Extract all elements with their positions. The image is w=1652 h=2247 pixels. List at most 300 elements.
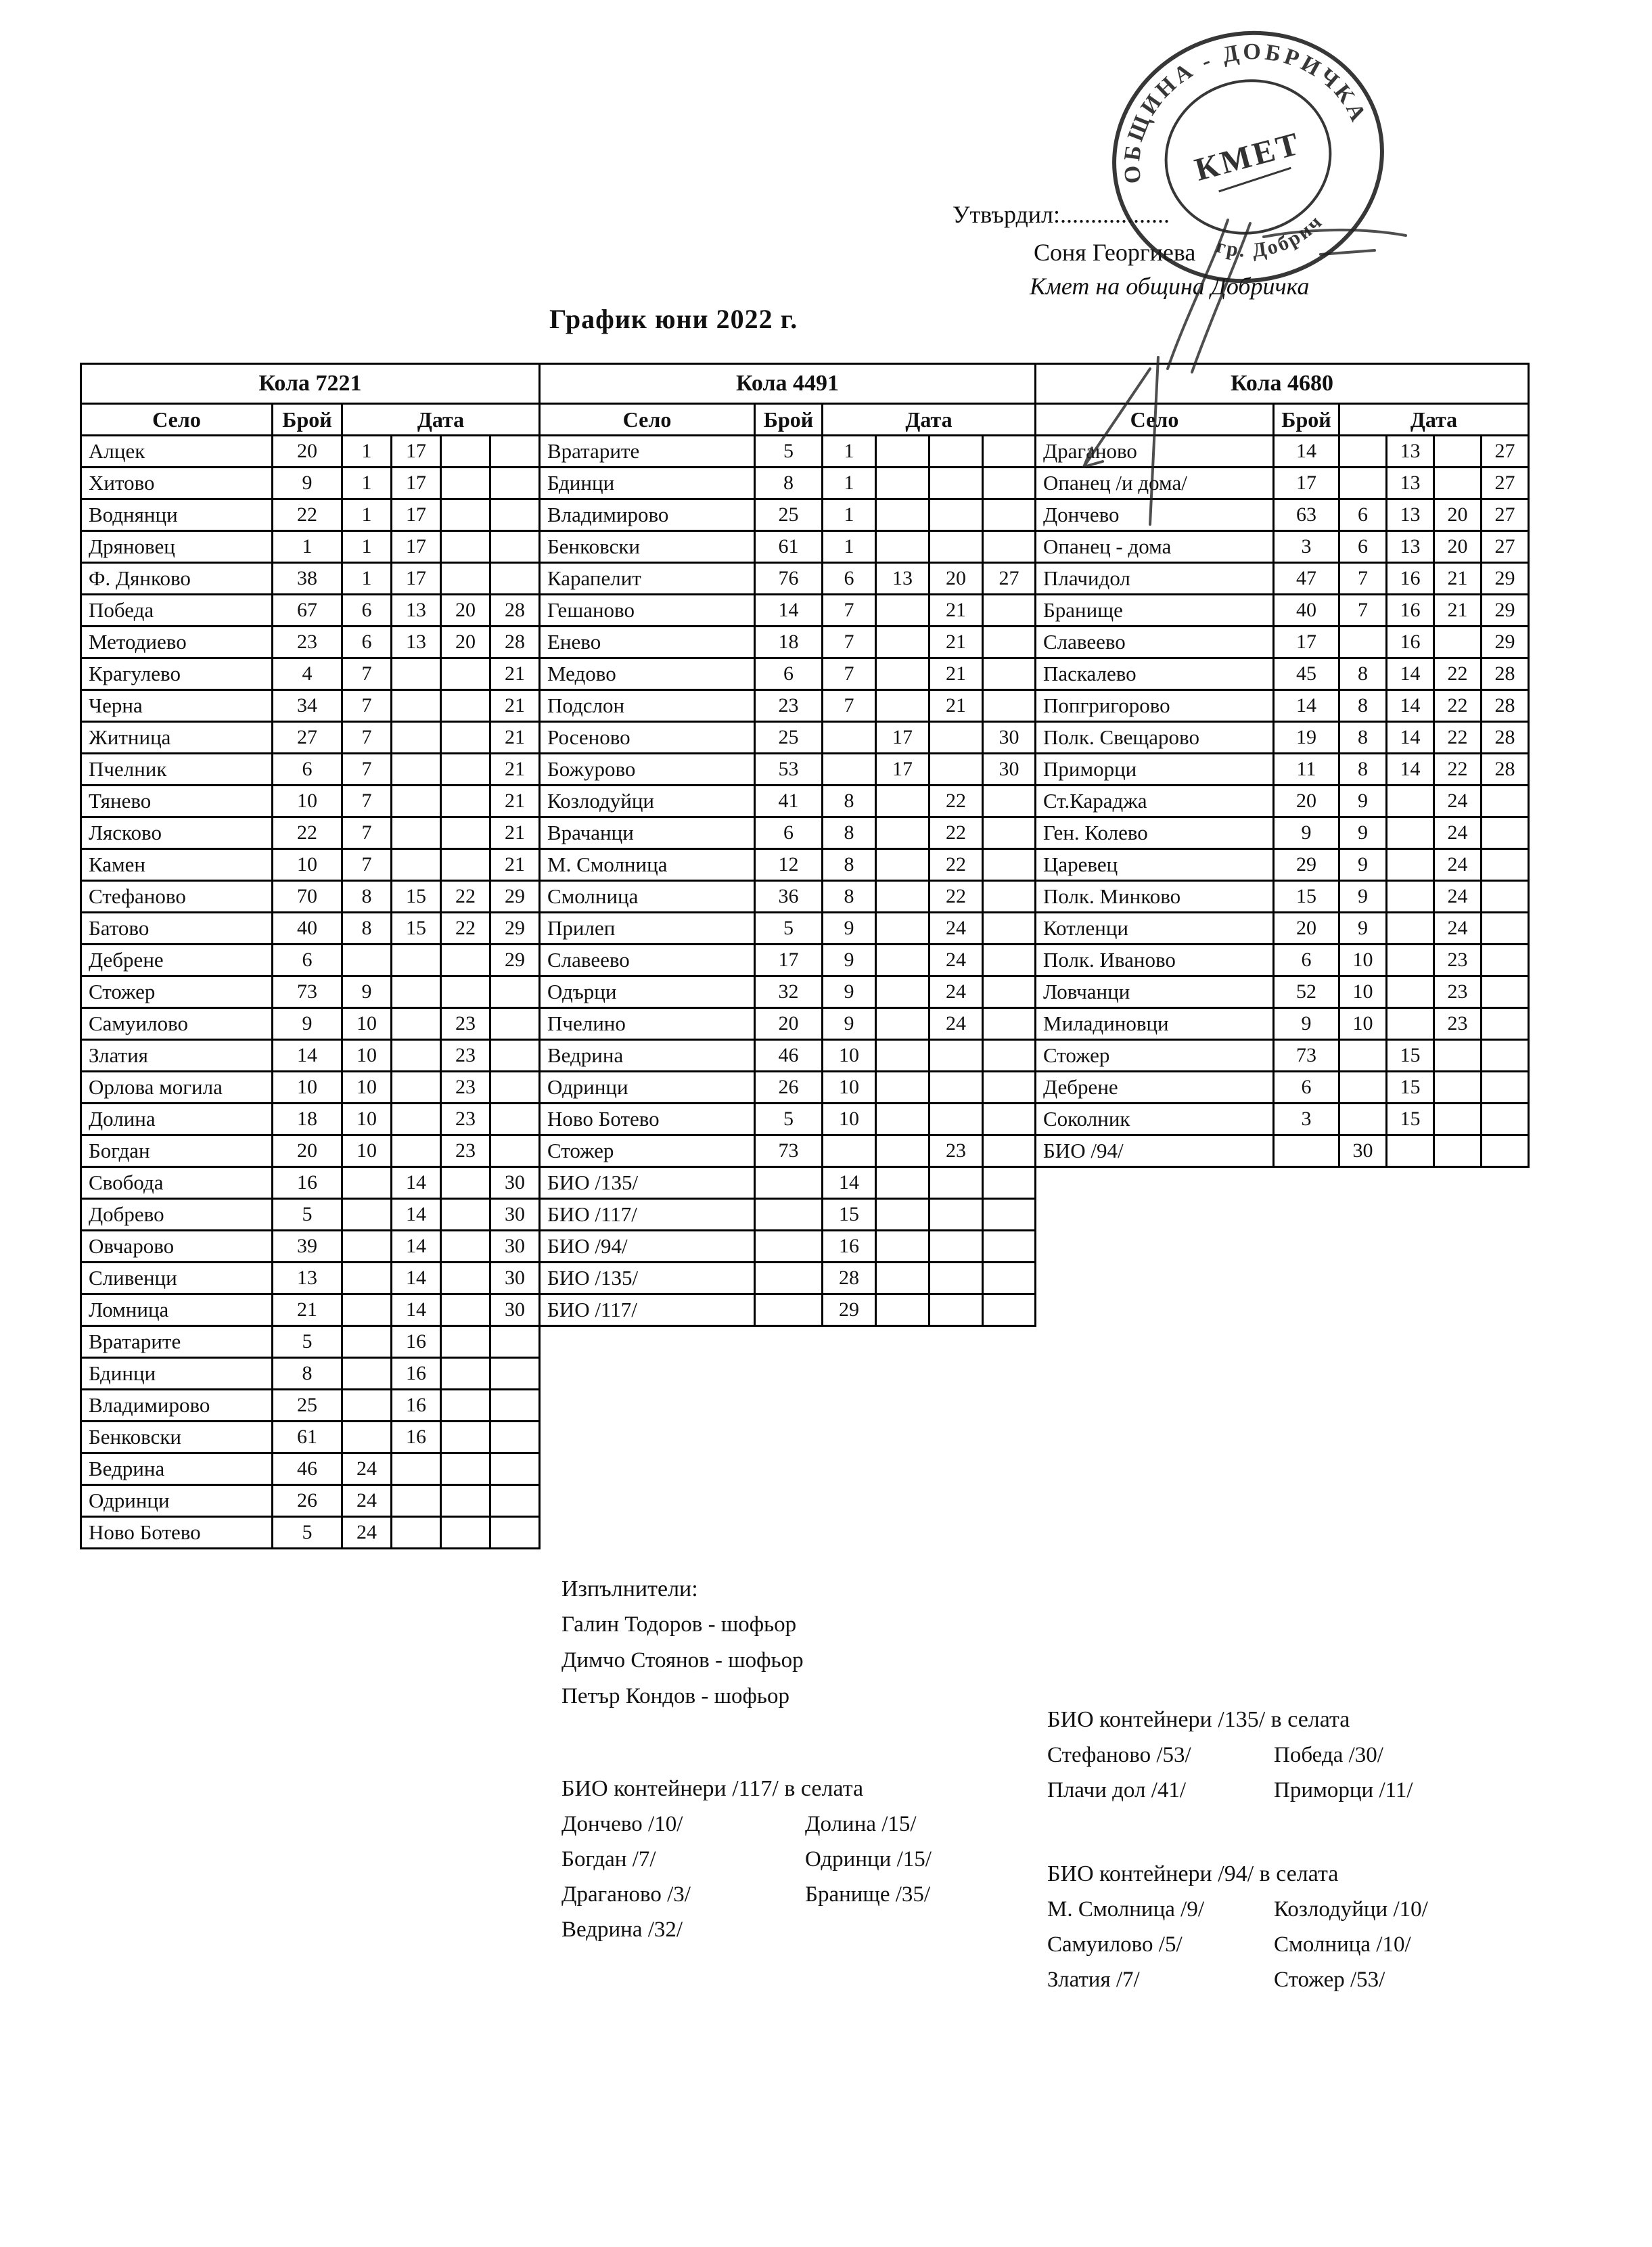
count-cell xyxy=(755,1294,823,1326)
date-cell: 17 xyxy=(876,754,930,786)
date-cell xyxy=(930,1040,983,1072)
bio-list-item: М. Смолница /9/ xyxy=(1047,1897,1204,1922)
table-row xyxy=(81,849,540,881)
bio-94-block xyxy=(1047,1857,1428,1997)
village-cell: Стожер xyxy=(81,976,273,1008)
date-cell xyxy=(983,1104,1036,1135)
table-row xyxy=(540,1167,1036,1199)
date-cell xyxy=(342,1390,392,1422)
date-cell: 9 xyxy=(1339,849,1387,881)
date-cell xyxy=(392,1008,441,1040)
date-cell xyxy=(490,468,540,499)
count-cell xyxy=(1274,1135,1339,1167)
table-row xyxy=(81,786,540,817)
count-cell: 38 xyxy=(273,563,342,595)
date-cell xyxy=(876,976,930,1008)
table-title: Кола 4491 xyxy=(540,364,1036,404)
date-cell: 21 xyxy=(490,658,540,690)
date-cell: 29 xyxy=(1482,595,1529,627)
date-cell xyxy=(1339,1104,1387,1135)
count-cell: 12 xyxy=(755,849,823,881)
village-cell: Алцек xyxy=(81,436,273,468)
date-cell xyxy=(1387,1135,1434,1167)
table-row xyxy=(81,468,540,499)
date-cell: 30 xyxy=(983,722,1036,754)
date-cell: 6 xyxy=(342,627,392,658)
date-cell: 23 xyxy=(441,1040,490,1072)
date-cell: 7 xyxy=(823,595,876,627)
village-cell: Приморци xyxy=(1036,754,1274,786)
village-cell: Полк. Минково xyxy=(1036,881,1274,913)
date-cell xyxy=(930,468,983,499)
date-cell xyxy=(983,595,1036,627)
date-cell: 20 xyxy=(930,563,983,595)
col-header-village: Село xyxy=(540,404,755,436)
table-row xyxy=(1036,913,1529,945)
date-cell xyxy=(876,1040,930,1072)
village-cell: Вратарите xyxy=(81,1326,273,1358)
village-cell: Пчелник xyxy=(81,754,273,786)
date-cell: 21 xyxy=(490,849,540,881)
count-cell: 22 xyxy=(273,499,342,531)
date-cell xyxy=(983,1135,1036,1167)
date-cell xyxy=(490,1390,540,1422)
bio-list-item: Самуилово /5/ xyxy=(1047,1932,1183,1957)
date-cell: 22 xyxy=(930,786,983,817)
date-cell: 9 xyxy=(342,976,392,1008)
date-cell: 17 xyxy=(392,436,441,468)
table-row xyxy=(1036,563,1529,595)
village-cell: Хитово xyxy=(81,468,273,499)
count-cell: 53 xyxy=(755,754,823,786)
date-cell: 10 xyxy=(342,1072,392,1104)
date-cell: 14 xyxy=(1387,690,1434,722)
date-cell: 17 xyxy=(876,722,930,754)
table-row xyxy=(81,1485,540,1517)
col-header-count: Брой xyxy=(1274,404,1339,436)
date-cell xyxy=(930,1072,983,1104)
date-cell xyxy=(1387,1008,1434,1040)
schedule-table-kola-7221 xyxy=(80,363,541,1549)
village-cell: Соколник xyxy=(1036,1104,1274,1135)
date-cell xyxy=(441,1422,490,1453)
col-header-village: Село xyxy=(81,404,273,436)
table-row xyxy=(1036,658,1529,690)
date-cell xyxy=(823,1135,876,1167)
count-cell: 6 xyxy=(755,817,823,849)
table-row xyxy=(540,1040,1036,1072)
date-cell: 10 xyxy=(823,1104,876,1135)
table-row xyxy=(540,1008,1036,1040)
date-cell xyxy=(392,1040,441,1072)
date-cell xyxy=(983,1199,1036,1231)
village-cell: Батово xyxy=(81,913,273,945)
count-cell: 40 xyxy=(273,913,342,945)
date-cell xyxy=(392,1104,441,1135)
date-cell: 15 xyxy=(823,1199,876,1231)
date-cell xyxy=(1387,913,1434,945)
date-cell xyxy=(490,1422,540,1453)
date-cell xyxy=(930,1199,983,1231)
date-cell xyxy=(342,1326,392,1358)
date-cell xyxy=(441,1294,490,1326)
date-cell: 10 xyxy=(1339,976,1387,1008)
date-cell xyxy=(342,1422,392,1453)
bio-list-item: Плачи дол /41/ xyxy=(1047,1778,1187,1802)
date-cell: 21 xyxy=(490,690,540,722)
village-cell: Одърци xyxy=(540,976,755,1008)
date-cell xyxy=(441,817,490,849)
table-row xyxy=(81,563,540,595)
date-cell xyxy=(876,945,930,976)
date-cell: 8 xyxy=(342,913,392,945)
table-row xyxy=(81,1390,540,1422)
table-row xyxy=(540,1263,1036,1294)
count-cell: 13 xyxy=(273,1263,342,1294)
date-cell: 30 xyxy=(983,754,1036,786)
bio-block-title: БИО контейнери /135/ в селата xyxy=(1047,1707,1350,1732)
count-cell: 26 xyxy=(755,1072,823,1104)
date-cell xyxy=(1339,468,1387,499)
date-cell: 20 xyxy=(441,595,490,627)
col-header-village: Село xyxy=(1036,404,1274,436)
count-cell xyxy=(755,1263,823,1294)
date-cell xyxy=(1482,1104,1529,1135)
date-cell: 9 xyxy=(823,913,876,945)
municipal-stamp xyxy=(1103,22,1400,306)
table-row xyxy=(540,690,1036,722)
date-cell xyxy=(876,817,930,849)
village-cell: Овчарово xyxy=(81,1231,273,1263)
date-cell xyxy=(392,849,441,881)
date-cell xyxy=(1482,945,1529,976)
date-cell xyxy=(441,945,490,976)
village-cell: Методиево xyxy=(81,627,273,658)
date-cell xyxy=(930,436,983,468)
bio-list-item: Богдан /7/ xyxy=(561,1847,656,1871)
count-cell: 18 xyxy=(755,627,823,658)
village-cell: Ген. Колево xyxy=(1036,817,1274,849)
date-cell xyxy=(983,881,1036,913)
date-cell xyxy=(1434,468,1482,499)
village-cell: Ведрина xyxy=(81,1453,273,1485)
count-cell: 20 xyxy=(273,436,342,468)
date-cell: 6 xyxy=(1339,499,1387,531)
village-cell: Златия xyxy=(81,1040,273,1072)
count-cell: 25 xyxy=(273,1390,342,1422)
schedule-table-kola-4491 xyxy=(538,363,1036,1327)
village-cell: Ловчанци xyxy=(1036,976,1274,1008)
date-cell xyxy=(441,1199,490,1231)
date-cell xyxy=(1387,881,1434,913)
date-cell: 13 xyxy=(392,627,441,658)
count-cell: 14 xyxy=(1274,690,1339,722)
date-cell: 28 xyxy=(490,627,540,658)
date-cell: 9 xyxy=(1339,913,1387,945)
date-cell: 16 xyxy=(1387,627,1434,658)
count-cell: 21 xyxy=(273,1294,342,1326)
count-cell: 5 xyxy=(755,436,823,468)
count-cell: 32 xyxy=(755,976,823,1008)
village-cell: Богдан xyxy=(81,1135,273,1167)
schedule-tables xyxy=(80,363,1530,1549)
village-cell: Житница xyxy=(81,722,273,754)
date-cell xyxy=(441,1453,490,1485)
date-cell: 9 xyxy=(1339,786,1387,817)
table-row xyxy=(540,1104,1036,1135)
date-cell xyxy=(876,436,930,468)
date-cell xyxy=(930,1263,983,1294)
table-row xyxy=(540,1199,1036,1231)
table-row xyxy=(81,499,540,531)
date-cell xyxy=(983,913,1036,945)
table-row xyxy=(81,1453,540,1485)
date-cell: 24 xyxy=(342,1453,392,1485)
date-cell xyxy=(441,1358,490,1390)
count-cell: 20 xyxy=(755,1008,823,1040)
date-cell: 1 xyxy=(342,563,392,595)
date-cell: 13 xyxy=(876,563,930,595)
date-cell: 13 xyxy=(1387,436,1434,468)
date-cell: 20 xyxy=(441,627,490,658)
date-cell xyxy=(876,849,930,881)
village-cell: Царевец xyxy=(1036,849,1274,881)
count-cell: 1 xyxy=(273,531,342,563)
count-cell: 76 xyxy=(755,563,823,595)
approver-name: Соня Георгиева xyxy=(1034,239,1196,266)
village-cell: Енево xyxy=(540,627,755,658)
table-row xyxy=(1036,531,1529,563)
date-cell xyxy=(441,1263,490,1294)
count-cell: 4 xyxy=(273,658,342,690)
date-cell xyxy=(876,881,930,913)
count-cell: 20 xyxy=(1274,913,1339,945)
table-row xyxy=(540,817,1036,849)
table-row xyxy=(540,913,1036,945)
date-cell: 17 xyxy=(392,499,441,531)
count-cell: 5 xyxy=(273,1199,342,1231)
table-row xyxy=(1036,976,1529,1008)
village-cell: М. Смолница xyxy=(540,849,755,881)
date-cell: 17 xyxy=(392,563,441,595)
approver-role: Кмет на община Добричка xyxy=(1030,273,1310,300)
village-cell: Добрево xyxy=(81,1199,273,1231)
table-row xyxy=(540,754,1036,786)
village-cell: Тянево xyxy=(81,786,273,817)
stamp-ring-text: ОБЩИНА - ДОБРИЧКА xyxy=(1119,39,1372,185)
date-cell xyxy=(490,1135,540,1167)
date-cell xyxy=(1482,1008,1529,1040)
table-row xyxy=(81,1517,540,1549)
count-cell: 39 xyxy=(273,1231,342,1263)
table-title-row xyxy=(540,364,1036,404)
date-cell: 10 xyxy=(1339,945,1387,976)
date-cell: 16 xyxy=(392,1358,441,1390)
date-cell xyxy=(392,1135,441,1167)
table-row xyxy=(81,1199,540,1231)
table-header-row xyxy=(540,404,1036,436)
date-cell xyxy=(876,658,930,690)
count-cell: 6 xyxy=(1274,1072,1339,1104)
village-cell: Бенковски xyxy=(540,531,755,563)
table-row xyxy=(540,531,1036,563)
count-cell: 17 xyxy=(1274,627,1339,658)
date-cell: 14 xyxy=(1387,754,1434,786)
date-cell: 16 xyxy=(1387,563,1434,595)
date-cell xyxy=(876,627,930,658)
village-cell: БИО /135/ xyxy=(540,1167,755,1199)
table-row xyxy=(1036,627,1529,658)
date-cell xyxy=(983,658,1036,690)
bio-list-item: Златия /7/ xyxy=(1047,1968,1140,1992)
col-header-date: Дата xyxy=(342,404,540,436)
village-cell: БИО /94/ xyxy=(1036,1135,1274,1167)
date-cell: 6 xyxy=(823,563,876,595)
date-cell: 15 xyxy=(1387,1040,1434,1072)
village-cell: Бранище xyxy=(1036,595,1274,627)
date-cell: 21 xyxy=(1434,563,1482,595)
date-cell: 21 xyxy=(490,817,540,849)
table-row xyxy=(81,531,540,563)
date-cell xyxy=(930,754,983,786)
date-cell xyxy=(490,1104,540,1135)
date-cell xyxy=(441,786,490,817)
table-row xyxy=(1036,436,1529,468)
bio-list-item: Дончево /10/ xyxy=(561,1812,683,1836)
table-row xyxy=(540,627,1036,658)
date-cell xyxy=(983,436,1036,468)
date-cell: 29 xyxy=(823,1294,876,1326)
date-cell: 14 xyxy=(392,1231,441,1263)
village-cell: Владимирово xyxy=(540,499,755,531)
date-cell: 8 xyxy=(823,881,876,913)
village-cell: Дончево xyxy=(1036,499,1274,531)
date-cell xyxy=(930,531,983,563)
village-cell: Драганово xyxy=(1036,436,1274,468)
village-cell: Сливенци xyxy=(81,1263,273,1294)
date-cell xyxy=(441,531,490,563)
village-cell: Полк. Иваново xyxy=(1036,945,1274,976)
date-cell: 23 xyxy=(1434,945,1482,976)
table-row xyxy=(81,913,540,945)
date-cell: 7 xyxy=(342,849,392,881)
date-cell: 28 xyxy=(1482,754,1529,786)
date-cell: 16 xyxy=(392,1326,441,1358)
date-cell: 6 xyxy=(342,595,392,627)
date-cell: 29 xyxy=(490,945,540,976)
village-cell: Камен xyxy=(81,849,273,881)
table-row xyxy=(1036,786,1529,817)
table-row xyxy=(1036,1008,1529,1040)
date-cell xyxy=(876,1072,930,1104)
table-row xyxy=(540,468,1036,499)
date-cell: 1 xyxy=(823,531,876,563)
date-cell: 15 xyxy=(392,913,441,945)
count-cell: 14 xyxy=(755,595,823,627)
count-cell: 73 xyxy=(755,1135,823,1167)
date-cell: 22 xyxy=(930,849,983,881)
count-cell: 73 xyxy=(1274,1040,1339,1072)
date-cell xyxy=(983,1294,1036,1326)
bio-list-item: Победа /30/ xyxy=(1274,1743,1383,1767)
date-cell: 15 xyxy=(392,881,441,913)
date-cell: 10 xyxy=(823,1040,876,1072)
date-cell xyxy=(490,436,540,468)
bio-list-item: Бранище /35/ xyxy=(805,1882,931,1907)
date-cell xyxy=(490,1358,540,1390)
date-cell xyxy=(876,1104,930,1135)
village-cell: Одринци xyxy=(81,1485,273,1517)
date-cell xyxy=(983,945,1036,976)
table-row xyxy=(1036,722,1529,754)
village-cell: Божурово xyxy=(540,754,755,786)
date-cell: 9 xyxy=(823,945,876,976)
village-cell: Прилеп xyxy=(540,913,755,945)
date-cell xyxy=(392,722,441,754)
table-row xyxy=(1036,1104,1529,1135)
date-cell xyxy=(1482,817,1529,849)
date-cell xyxy=(983,786,1036,817)
count-cell: 25 xyxy=(755,499,823,531)
date-cell: 15 xyxy=(1387,1072,1434,1104)
village-cell: Свобода xyxy=(81,1167,273,1199)
count-cell: 14 xyxy=(1274,436,1339,468)
date-cell: 30 xyxy=(490,1263,540,1294)
count-cell: 5 xyxy=(273,1326,342,1358)
date-cell: 8 xyxy=(342,881,392,913)
date-cell xyxy=(1434,1104,1482,1135)
date-cell xyxy=(490,1072,540,1104)
village-cell: Котленци xyxy=(1036,913,1274,945)
date-cell xyxy=(342,1167,392,1199)
date-cell xyxy=(441,1485,490,1517)
date-cell: 9 xyxy=(823,976,876,1008)
date-cell: 21 xyxy=(930,658,983,690)
bio-block-title: БИО контейнери /117/ в селата xyxy=(561,1776,864,1801)
date-cell xyxy=(441,658,490,690)
count-cell: 9 xyxy=(1274,1008,1339,1040)
count-cell xyxy=(755,1199,823,1231)
table-row xyxy=(81,1040,540,1072)
table-row xyxy=(81,627,540,658)
date-cell xyxy=(490,531,540,563)
date-cell: 24 xyxy=(1434,786,1482,817)
date-cell: 20 xyxy=(1434,531,1482,563)
date-cell: 24 xyxy=(1434,913,1482,945)
table-row xyxy=(540,722,1036,754)
village-cell: Лясково xyxy=(81,817,273,849)
date-cell xyxy=(441,1231,490,1263)
date-cell: 13 xyxy=(1387,499,1434,531)
date-cell: 14 xyxy=(1387,722,1434,754)
date-cell: 13 xyxy=(1387,468,1434,499)
village-cell: БИО /117/ xyxy=(540,1199,755,1231)
date-cell xyxy=(876,1231,930,1263)
village-cell: Дебрене xyxy=(81,945,273,976)
bio-list-item: Долина /15/ xyxy=(805,1812,917,1836)
date-cell: 16 xyxy=(823,1231,876,1263)
village-cell: Славеево xyxy=(1036,627,1274,658)
date-cell: 24 xyxy=(930,976,983,1008)
page-title: График юни 2022 г. xyxy=(549,304,798,334)
executor-name: Петър Кондов - шофьор xyxy=(561,1684,789,1708)
bio-block-title: БИО контейнери /94/ в селата xyxy=(1047,1861,1339,1886)
village-cell: Врачанци xyxy=(540,817,755,849)
table-row xyxy=(1036,849,1529,881)
date-cell xyxy=(983,1263,1036,1294)
date-cell xyxy=(1434,1135,1482,1167)
count-cell: 9 xyxy=(273,1008,342,1040)
